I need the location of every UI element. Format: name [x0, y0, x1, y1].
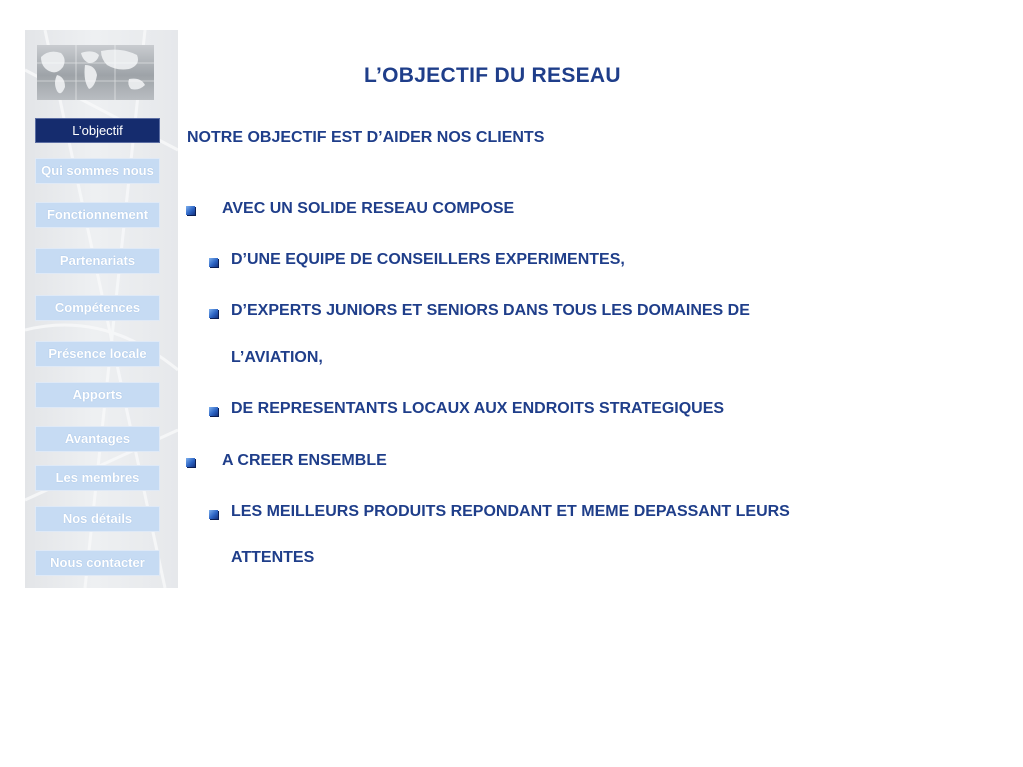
nav-fonctionnement-button[interactable]: Fonctionnement: [35, 202, 160, 228]
sub-bullet-text-conseillers: D’UNE EQUIPE DE CONSEILLERS EXPERIMENTES,: [231, 251, 625, 268]
page-title: L’OBJECTIF DU RESEAU: [364, 64, 621, 87]
page-subtitle: NOTRE OBJECTIF EST D’AIDER NOS CLIENTS: [187, 129, 545, 146]
bullet-text-creer-ensemble: A CREER ENSEMBLE: [222, 452, 387, 469]
nav-competences-button[interactable]: Compétences: [35, 295, 160, 321]
nav-qui-sommes-nous-button[interactable]: Qui sommes nous: [35, 158, 160, 184]
sidebar: [25, 30, 178, 588]
nav-nous-contacter-button[interactable]: Nous contacter: [35, 550, 160, 576]
sub-bullet-text-produits-cont: ATTENTES: [231, 549, 315, 566]
nav-avantages-button[interactable]: Avantages: [35, 426, 160, 452]
world-map-image: [37, 45, 154, 100]
sub-bullet-text-representants: DE REPRESENTANTS LOCAUX AUX ENDROITS STRATEGIQUES: [231, 400, 725, 417]
bullet-icon: [209, 407, 218, 416]
bullet-icon: [186, 206, 195, 215]
bullet-icon: [186, 458, 195, 467]
nav-apports-button[interactable]: Apports: [35, 382, 160, 408]
bullet-icon: [209, 258, 218, 267]
bullet-text-reseau: AVEC UN SOLIDE RESEAU COMPOSE: [222, 200, 515, 217]
nav-lobjectif-button[interactable]: L’objectif: [35, 118, 160, 143]
nav-les-membres-button[interactable]: Les membres: [35, 465, 160, 491]
nav-presence-locale-button[interactable]: Présence locale: [35, 341, 160, 367]
sub-bullet-text-produits: LES MEILLEURS PRODUITS REPONDANT ET MEME DEPASSANT LEURS: [231, 503, 790, 520]
bullet-icon: [209, 309, 218, 318]
nav-nos-details-button[interactable]: Nos détails: [35, 506, 160, 532]
nav-partenariats-button[interactable]: Partenariats: [35, 248, 160, 274]
sub-bullet-text-experts-cont: L’AVIATION,: [231, 349, 323, 366]
bullet-icon: [209, 510, 218, 519]
sub-bullet-text-experts: D’EXPERTS JUNIORS ET SENIORS DANS TOUS LES DOMAINES DE: [231, 302, 750, 319]
